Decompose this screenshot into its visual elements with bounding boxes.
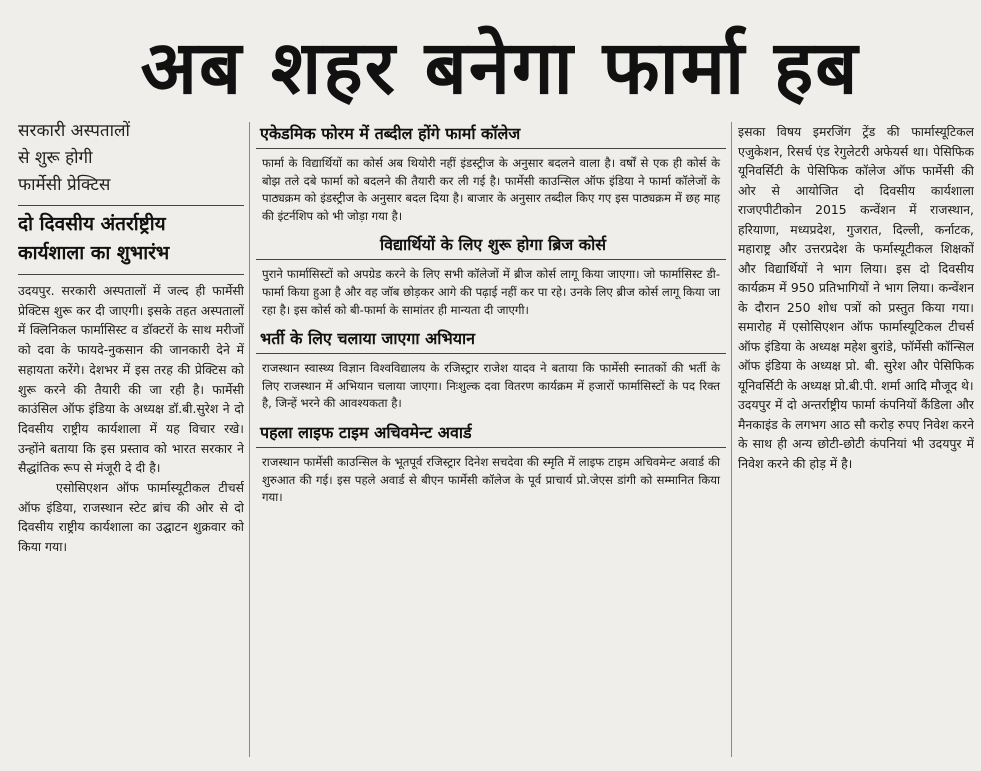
left-body-paragraph-2: एसोसिएशन ऑफ फार्मास्यूटीकल टीचर्स ऑफ इंडिया, राजस्थान स्टेट ब्रांच की ओर से दो दिवसीय राष्ट्रीय कार्यशाला का उद्घाटन शुक्रवार को किया गया। [18,480,244,555]
right-column [738,122,974,762]
subhead2-line: कार्यशाला का शुभारंभ [18,242,170,264]
middle-column [256,122,726,762]
headline: अब शहर बनेगा फार्मा हब [140,25,860,111]
section-heading-academic-forum: एकेडमिक फोरम में तब्दील होंगे फार्मा कॉलेज [256,122,726,149]
left-body-paragraph-1: उदयपुर. सरकारी अस्पतालों में जल्द ही फार्मेसी प्रेक्टिस शुरू कर दी जाएगी। इसके तहत अस्पतालों में क्लिनिकल फार्मासिस्ट व डॉक्टरों के साथ मरीजों को दवा के फायदे-नुकसान की जानकारी देने में सहायता करेंगे। देशभर में इस तरह की प्रेक्टिस को शुरू करने की तैयारी की जा रही है। फार्मेसी काउंसिल ऑफ इंडिया के अध्यक्ष डॉ.बी.सुरेश ने दो दिवसीय राष्ट्रीय कार्यशाला में यह विचार रखे। उन्होंने बताया कि इस प्रस्ताव को भारत सरकार ने सैद्धांतिक रूप से मंजूरी दे दी है। [18,283,244,476]
section-heading-bridge-course: विद्यार्थियों के लिए शुरू होगा ब्रिज कोर्स [256,233,726,260]
right-body-paragraph-1: इसका विषय इमरजिंग ट्रेंड की फार्मास्यूटिकल एजुकेशन, रिसर्च एंड रेगुलेटरी अफेयर्स था। पेसिफिक यूनिवर्सिटी के पेसिफिक कॉलेज ऑफ फार्मेसी की ओर से आयोजित दो दिवसीय कार्यशाला राजएपीटीकोन 2015 कन्वेंशन में राजस्थान, हरियाणा, मध्यप्रदेश, गुजरात, दिल्ली, कर्नाटक, महाराष्ट्र और उत्तरप्रदेश के फर्मास्यूटीकल शिक्षकों और विद्यार्थियों ने भाग लिया। इस दो दिवसीय कार्यक्रम में 950 प्रतिभागियों ने भाग लिया। कन्वेंशन के दौरान 250 शोध पत्रों को प्रस्तुत किया गया। समारोह में एसोसिएशन ऑफ फार्मास्यूटिकल टीचर्स ऑफ इंडिया के अध्यक्ष महेश बुरांडे, फॉर्मेसी कॉन्सिल ऑफ इंडिया के अध्यक्ष प्रो. बी. सुरेश और पेसिफिक यूनिवर्सिटी के अध्यक्ष प्रो.बी.पी. शर्मा आदि मौजूद थे। [738,124,974,393]
column-divider [731,122,732,757]
right-body-paragraph-2: उदयपुर में दो अन्तर्राष्ट्रीय फार्मा कंपनियों कैंडिला और मैनकाइंड के लगभग आठ सौ करोड़ रुपए निवेश करने के साथ ही अन्य छोटी-छोटी कंपनियां भी उदयपुर में निवेश करने की होड़ में है। [738,397,974,471]
section-body-recruitment: राजस्थान स्वास्थ्य विज्ञान विश्वविद्यालय के रजिस्ट्रार राजेश यादव ने बताया कि फार्मेसी स्नातकों की भर्ती के लिए राजस्थान में अभियान चलाया जाएगा। निःशुल्क दवा वितरण कार्यक्रम में हजारों फार्मासिस्टों के पद रिक्त है, जिन्हें भरने की आवश्यकता है। [262,361,720,411]
section-heading-recruitment: भर्ती के लिए चलाया जाएगा अभियान [256,327,726,354]
left-subheadline-1 [18,118,244,206]
subhead1-line: से शुरू होगी [18,148,93,168]
column-divider [249,122,250,757]
section-body-lifetime-award: राजस्थान फार्मेसी काउन्सिल के भूतपूर्व रजिस्ट्रार दिनेश सचदेवा की स्मृति में लाइफ टाइम अचिवमेन्ट अवार्ड की शुरुआत की गई। इस पहले अवार्ड से बीएन फार्मेसी कॉलेज के पूर्व प्राचार्य प्रो.जेएस डांगी को सम्मानित किया गया। [262,454,720,505]
section-body-bridge-course: पुराने फार्मासिस्टों को अपग्रेड करने के लिए सभी कॉलेजों में ब्रीज कोर्स लागू किया जाएगा। जो फार्मासिस्ट डी-फार्मा किया हुआ है और वह जॉब छोड़कर आगे की पढ़ाई नहीं कर पा रहे। उनके लिए ब्रीज कोर्स लागू किया जा रहा है। इस कोर्स को बी-फार्मा के सामांतर ही मान्यता दी जाएगी। [262,267,720,317]
subhead1-line: सरकारी अस्पतालों [18,121,130,141]
section-heading-lifetime-award: पहला लाइफ टाइम अचिवमेन्ट अवार्ड [256,421,726,448]
subhead2-line: दो दिवसीय अंतर्राष्ट्रीय [18,213,166,235]
section-body-academic-forum: फार्मा के विद्यार्थियों का कोर्स अब थियोरी नहीं इंडस्ट्रीज के अनुसार बदलने वाला है। वर्षों से एक ही कोर्स के बोझ तले दबे फार्मा को बदलने की तैयारी कर ली गई है। फार्मेसी काउन्सिल ऑफ इंडिया ने फार्मा कॉलेजों के पाठ्यक्रम को इंडस्ट्रीज के अनुसार बदल दिया है। बाजार के अनुसार तब्दील किए गए इस पाठ्यक्रम में छह माह की इंटर्नशिप को भी जोड़ा गया है। [262,156,720,223]
left-subheadline-2 [18,206,244,275]
left-column [18,118,244,763]
subhead1-line: फार्मेसी प्रेक्टिस [18,175,111,195]
